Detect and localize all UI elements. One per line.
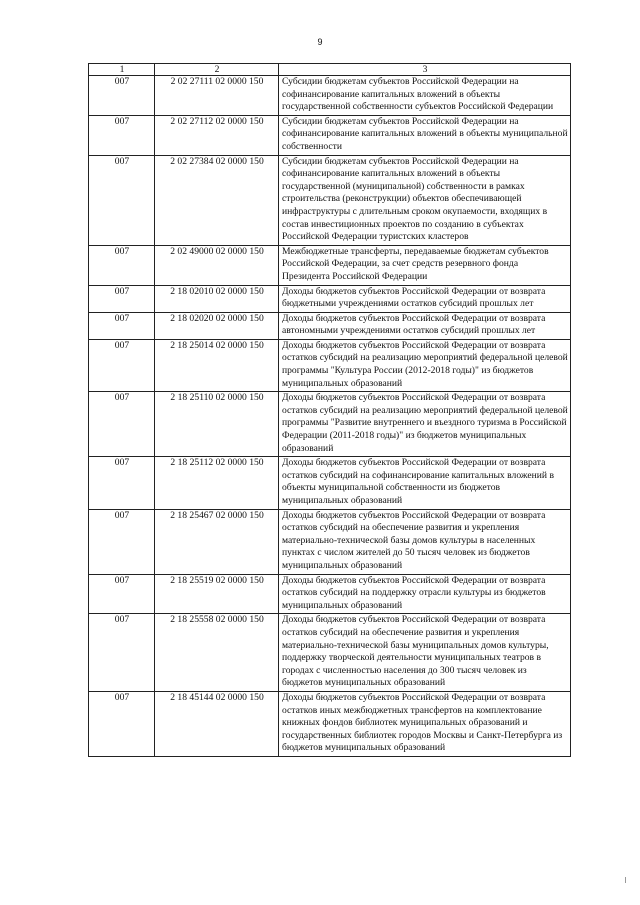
table-body xyxy=(89,76,571,757)
table-row xyxy=(89,392,571,457)
table-row xyxy=(89,574,571,614)
cell-revenue-code: 2 18 02020 02 0000 150 xyxy=(155,312,279,339)
table-header xyxy=(89,64,571,76)
cell-admin-code: 007 xyxy=(89,339,155,391)
scan-edge-mark xyxy=(625,877,626,883)
cell-revenue-name: Доходы бюджетов субъектов Российской Федерации от возврата автономными учреждениями остатков субсидий прошлых лет xyxy=(279,312,571,339)
cell-revenue-name: Межбюджетные трансферты, передаваемые бюджетам субъектов Российской Федерации, за счет средств резервного фонда Президента Российской Федерации xyxy=(279,245,571,285)
cell-admin-code: 007 xyxy=(89,614,155,692)
cell-revenue-code: 2 02 27111 02 0000 150 xyxy=(155,76,279,116)
cell-admin-code: 007 xyxy=(89,245,155,285)
cell-revenue-code: 2 18 25112 02 0000 150 xyxy=(155,457,279,509)
cell-revenue-name: Доходы бюджетов субъектов Российской Федерации от возврата остатков иных межбюджетных трансфертов на комплектование книжных фондов библиотек муниципальных образований и государственных библиотек городов Москвы и Санкт-Петербурга из бюджетов муниципальных образований xyxy=(279,691,571,756)
cell-revenue-code: 2 18 25110 02 0000 150 xyxy=(155,392,279,457)
table-row xyxy=(89,155,571,245)
table-row xyxy=(89,76,571,116)
column-header-revenue-code: 2 xyxy=(155,64,279,76)
cell-revenue-code: 2 18 25014 02 0000 150 xyxy=(155,339,279,391)
table-row xyxy=(89,691,571,756)
cell-admin-code: 007 xyxy=(89,285,155,312)
cell-revenue-name: Субсидии бюджетам субъектов Российской Федерации на софинансирование капитальных вложений в объекты государственной собственности субъектов Российской Федерации xyxy=(279,76,571,116)
cell-revenue-code: 2 02 27112 02 0000 150 xyxy=(155,115,279,155)
cell-admin-code: 007 xyxy=(89,457,155,509)
cell-revenue-code: 2 18 45144 02 0000 150 xyxy=(155,691,279,756)
cell-admin-code: 007 xyxy=(89,574,155,614)
cell-revenue-code: 2 02 49000 02 0000 150 xyxy=(155,245,279,285)
revenue-codes-table xyxy=(88,63,571,757)
header-row xyxy=(89,64,571,76)
cell-revenue-name: Доходы бюджетов субъектов Российской Федерации от возврата остатков субсидий на реализацию мероприятий федеральной целевой программы "Развитие внутреннего и въездного туризма в Российской Федерации (2011-2018 годы)" из бюджетов муниципальных образований xyxy=(279,392,571,457)
cell-revenue-name: Доходы бюджетов субъектов Российской Федерации от возврата остатков субсидий на обеспечение развития и укрепления материально-технической базы муниципальных домов культуры, поддержку творческой деятельности муниципальных театров в городах с численностью населения до 300 тысяч человек из бюджетов муниципальных образований xyxy=(279,614,571,692)
column-header-admin-code: 1 xyxy=(89,64,155,76)
table-row xyxy=(89,509,571,574)
table-row xyxy=(89,339,571,391)
cell-revenue-name: Субсидии бюджетам субъектов Российской Федерации на софинансирование капитальных вложений в объекты муниципальной собственности xyxy=(279,115,571,155)
cell-revenue-name: Доходы бюджетов субъектов Российской Федерации от возврата остатков субсидий на обеспечение развития и укрепления материально-технической базы домов культуры в населенных пунктах с числом жителей до 50 тысяч человек из бюджетов муниципальных образований xyxy=(279,509,571,574)
cell-revenue-name: Доходы бюджетов субъектов Российской Федерации от возврата бюджетными учреждениями остатков субсидий прошлых лет xyxy=(279,285,571,312)
cell-revenue-code: 2 02 27384 02 0000 150 xyxy=(155,155,279,245)
cell-admin-code: 007 xyxy=(89,691,155,756)
cell-revenue-name: Доходы бюджетов субъектов Российской Федерации от возврата остатков субсидий на реализацию мероприятий федеральной целевой программы "Культура России (2012-2018 годы)" из бюджетов муниципальных образований xyxy=(279,339,571,391)
cell-revenue-code: 2 18 25519 02 0000 150 xyxy=(155,574,279,614)
cell-revenue-name: Субсидии бюджетам субъектов Российской Федерации на софинансирование капитальных вложений в объекты государственной (муниципальной) собственности в рамках строительства (реконструкции) объектов обеспечивающей инфраструктуры с длительным сроком окупаемости, входящих в состав инвестиционных проектов по созданию в субъектах Российской Федерации туристских кластеров xyxy=(279,155,571,245)
cell-admin-code: 007 xyxy=(89,76,155,116)
table-row xyxy=(89,245,571,285)
table-row xyxy=(89,457,571,509)
cell-revenue-code: 2 18 25558 02 0000 150 xyxy=(155,614,279,692)
cell-revenue-name: Доходы бюджетов субъектов Российской Федерации от возврата остатков субсидий на поддержку отрасли культуры из бюджетов муниципальных образований xyxy=(279,574,571,614)
cell-revenue-code: 2 18 25467 02 0000 150 xyxy=(155,509,279,574)
cell-revenue-code: 2 18 02010 02 0000 150 xyxy=(155,285,279,312)
page-number: 9 xyxy=(317,37,323,47)
cell-revenue-name: Доходы бюджетов субъектов Российской Федерации от возврата остатков субсидий на софинансирование капитальных вложений в объекты муниципальной собственности из бюджетов муниципальных образований xyxy=(279,457,571,509)
cell-admin-code: 007 xyxy=(89,115,155,155)
column-header-revenue-name: 3 xyxy=(279,64,571,76)
table-row xyxy=(89,115,571,155)
table-row xyxy=(89,285,571,312)
cell-admin-code: 007 xyxy=(89,509,155,574)
table-row xyxy=(89,614,571,692)
cell-admin-code: 007 xyxy=(89,392,155,457)
table-row xyxy=(89,312,571,339)
cell-admin-code: 007 xyxy=(89,155,155,245)
cell-admin-code: 007 xyxy=(89,312,155,339)
